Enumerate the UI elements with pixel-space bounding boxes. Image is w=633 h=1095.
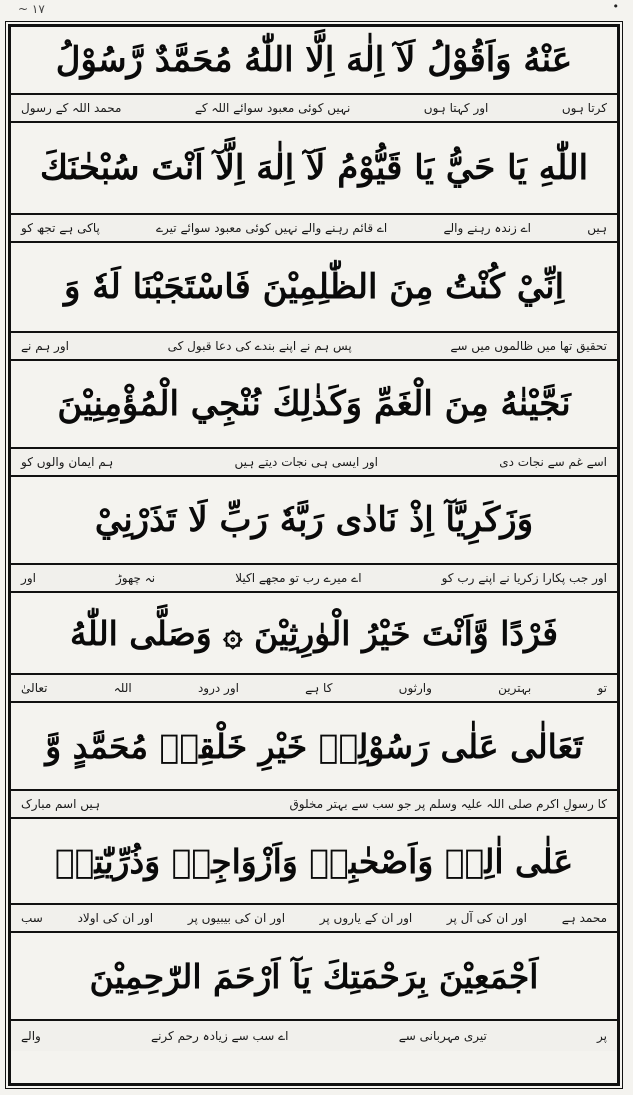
urdu-segment: پر [597,1029,607,1043]
urdu-segment: اور ہم نے [21,339,69,353]
urdu-segment: وارثوں [398,681,432,695]
urdu-segment: تحقیق تھا میں ظالموں میں سے [450,339,607,353]
urdu-segment: اور ان کے یاروں پر [319,911,413,925]
urdu-segment: اور ان کی آل پر [446,911,527,925]
arabic-line-9: اَجْمَعِيْنَ بِرَحْمَتِكَ يَآ اَرْحَمَ الرّٰحِمِيْنَ [89,956,539,996]
urdu-segment: محمد ہے [561,911,607,925]
urdu-segment: کا ہے [305,681,333,695]
urdu-segment: اے سب سے زیادہ رحم کرنے [151,1029,289,1043]
arabic-line-2: اللّٰهِ يَا حَيُّ يَا قَيُّوْمُ لَآ اِلٰهَ اِلَّآ اَنْتَ سُبْحٰنَكَ [39,148,589,188]
urdu-segment: تیری مہربانی سے [398,1029,487,1043]
urdu-translation-9 [11,1019,617,1051]
urdu-segment: بہترین [498,681,532,695]
urdu-translation-8 [11,903,617,933]
urdu-segment: اور [21,571,36,585]
urdu-segment: کرتا ہوں [561,101,607,115]
arabic-line-4: نَجَّيْنٰهُ مِنَ الْغَمِّ وَكَذٰلِكَ نُنْجِي الْمُؤْمِنِيْنَ [57,384,571,424]
arabic-line-6: فَرْدًا وَّاَنْتَ خَيْرُ الْوٰرِثِيْنَ ۞ وَصَلَّى اللّٰهُ [69,613,559,653]
urdu-translation-4 [11,447,617,477]
arabic-line-7: تَعَالٰى عَلٰى رَسُوْلِهٖ خَيْرِ خَلْقِهٖ مُحَمَّدٍ وَّ [45,726,583,766]
urdu-segment: سب [21,911,43,925]
urdu-segment: محمد اللہ کے رسول [21,101,122,115]
urdu-segment: اور درود [197,681,239,695]
page-corner-mark: ~ ١٧ [18,2,45,16]
urdu-segment: اے میرے رب تو مجھے اکیلا [235,571,362,585]
page-number: • [612,0,619,13]
urdu-translation-3 [11,331,617,361]
urdu-segment: تو [597,681,607,695]
arabic-line-8: عَلٰى اٰلِهٖ وَاَصْحٰبِهٖ وَاَزْوَاجِهٖ وَذُرِّيّٰتِهٖ [54,841,574,881]
urdu-translation-6 [11,673,617,703]
urdu-segment: اور ان کی بیبیوں پر [187,911,286,925]
urdu-segment: اسے غم سے نجات دی [499,455,607,469]
urdu-segment: کا رسولِ اکرم صلی اللہ علیہ وسلم پر جو سب سے بہتر مخلوق [289,797,607,811]
urdu-translation-2 [11,213,617,243]
urdu-segment: اور جب پکارا زکریا نے اپنے رب کو [441,571,607,585]
urdu-segment: اے زندہ رہنے والے [443,221,532,235]
urdu-segment: اللہ [113,681,132,695]
page-frame [8,24,620,1086]
arabic-line-1: عَنْهُ وَاَقُوْلُ لَآ اِلٰهَ اِلَّا اللّٰهُ مُحَمَّدٌ رَّسُوْلُ [55,40,573,80]
urdu-segment: ہیں [587,221,607,235]
urdu-segment: ہیں اسم مبارک [21,797,101,811]
urdu-segment: والے [21,1029,41,1043]
urdu-segment: ہم ایمان والوں کو [21,455,114,469]
urdu-translation-1 [11,93,617,123]
urdu-translation-5 [11,563,617,593]
urdu-segment: پس ہم نے اپنے بندے کی دعا قبول کی [167,339,352,353]
urdu-segment: اور کہتا ہوں [423,101,489,115]
urdu-segment: پاکی ہے تجھ کو [21,221,100,235]
arabic-line-5: وَزَكَرِيَّآ اِذْ نَادٰى رَبَّهٗ رَبِّ لَا تَذَرْنِيْ [94,500,534,540]
urdu-segment: نہ چھوڑ [116,571,156,585]
urdu-segment: اور ان کی اولاد [77,911,154,925]
urdu-segment: اور ایسی ہی نجات دیتے ہیں [234,455,379,469]
arabic-line-3: اِنِّيْ كُنْتُ مِنَ الظّٰلِمِيْنَ فَاسْتَجَبْنَا لَهٗ وَ [63,267,565,307]
urdu-segment: اے قائم رہنے والے نہیں کوئی معبود سوائے تیرے [156,221,388,235]
urdu-segment: تعالیٰ [21,681,48,695]
urdu-segment: نہیں کوئی معبود سوائے اللہ کے [194,101,351,115]
urdu-translation-7 [11,789,617,819]
